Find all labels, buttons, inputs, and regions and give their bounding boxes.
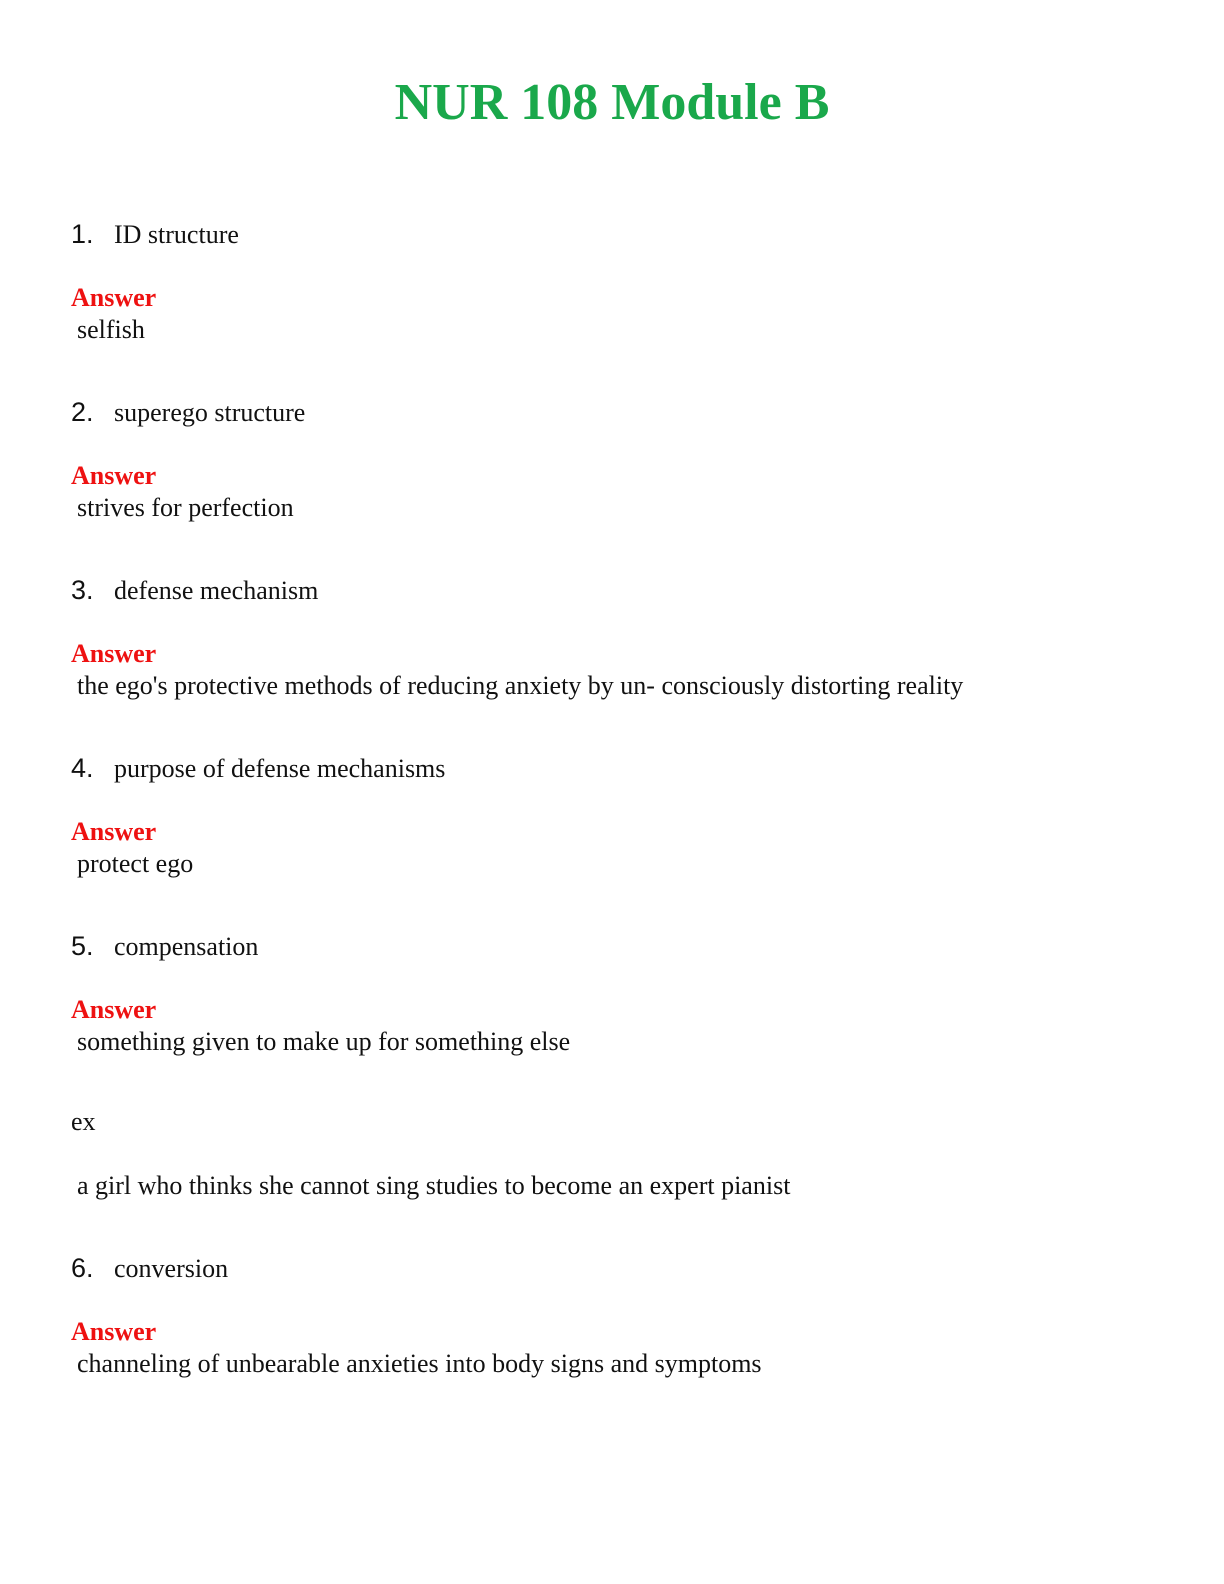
answer-label: Answer [71,817,157,846]
question-term: conversion [114,1254,229,1283]
answer-text: strives for perfection [77,493,294,522]
question-number: 5. [71,931,94,961]
question-number: 6. [71,1253,94,1283]
answer-label: Answer [71,995,157,1024]
question-number: 2. [71,397,94,427]
answer-text: selfish [77,315,145,344]
question-number: 1. [71,219,94,249]
question-number: 4. [71,753,94,783]
example-label: ex [71,1107,96,1136]
answer-text: channeling of unbearable anxieties into body signs and symptoms [77,1349,762,1378]
question-number: 3. [71,575,94,605]
question-term: defense mechanism [114,576,319,605]
question-term: ID structure [114,220,239,249]
answer-label: Answer [71,461,157,490]
answer-label: Answer [71,639,157,668]
question-term: superego structure [114,398,306,427]
example-text: a girl who thinks she cannot sing studies to become an expert pianist [77,1171,791,1200]
question-term: compensation [114,932,259,961]
document-title: NUR 108 Module B [394,74,830,131]
answer-text: protect ego [77,849,194,878]
answer-text: the ego's protective methods of reducing anxiety by un- consciously distorting reality [77,671,964,700]
answer-text: something given to make up for something else [77,1027,571,1056]
question-term: purpose of defense mechanisms [114,754,446,783]
answer-label: Answer [71,1317,157,1346]
answer-label: Answer [71,283,157,312]
